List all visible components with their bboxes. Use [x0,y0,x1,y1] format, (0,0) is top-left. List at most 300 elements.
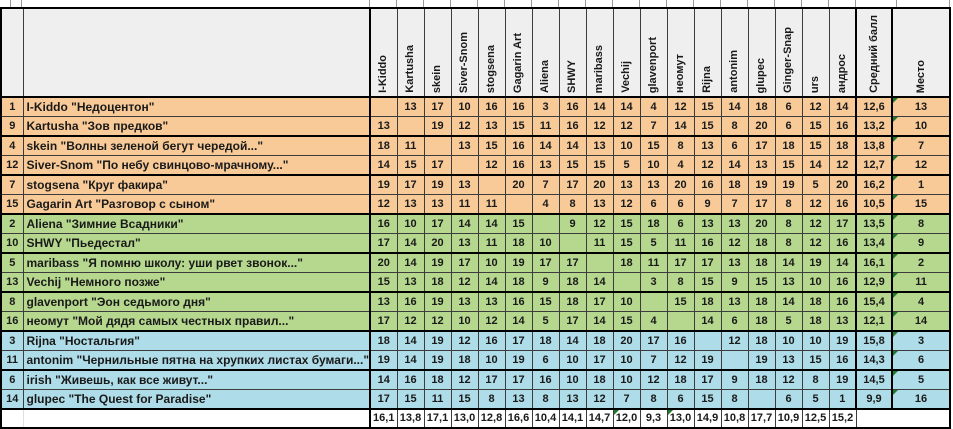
score-cell[interactable]: 13 [586,136,613,156]
score-cell[interactable]: 10 [451,312,478,332]
score-cell[interactable] [694,331,721,351]
score-cell[interactable]: 17 [370,390,397,410]
score-cell[interactable]: 19 [370,351,397,371]
score-cell[interactable]: 6 [640,195,667,215]
score-cell[interactable]: 12 [586,117,613,137]
score-cell[interactable]: 11 [640,253,667,273]
column-header-неомут[interactable] [667,8,694,97]
score-cell[interactable]: 6 [532,351,559,371]
score-cell[interactable]: 11 [478,234,505,254]
score-cell[interactable]: 12 [613,195,640,215]
score-cell[interactable]: 8 [667,136,694,156]
score-cell[interactable]: 7 [532,175,559,195]
score-cell[interactable]: 14 [775,253,802,273]
title-column-blank-header[interactable] [23,8,370,97]
average-score-cell[interactable]: 14,3 [856,351,892,371]
entry-number-cell[interactable]: 3 [1,331,23,351]
corner-blank-cell[interactable] [1,8,23,97]
average-score-cell[interactable]: 13,5 [856,214,892,234]
score-cell[interactable]: 5 [802,390,829,410]
score-cell[interactable]: 10 [802,331,829,351]
score-cell[interactable]: 5 [613,156,640,176]
score-cell[interactable]: 14 [559,136,586,156]
entry-number-cell[interactable]: 10 [1,234,23,254]
score-cell[interactable] [451,156,478,176]
score-cell[interactable]: 10 [613,351,640,371]
score-cell[interactable]: 18 [370,136,397,156]
entry-title-cell[interactable]: Aliena "Зимние Всадники" [23,214,370,234]
score-cell[interactable]: 15 [451,390,478,410]
score-cell[interactable]: 13 [721,292,748,312]
score-cell[interactable]: 5 [640,234,667,254]
score-cell[interactable]: 20 [748,214,775,234]
score-cell[interactable]: 14 [721,97,748,117]
score-cell[interactable]: 15 [694,390,721,410]
score-cell[interactable]: 19 [424,253,451,273]
score-cell[interactable]: 10 [478,351,505,371]
score-cell[interactable]: 12 [640,370,667,390]
score-cell[interactable]: 17 [370,234,397,254]
score-cell[interactable]: 18 [802,312,829,332]
score-cell[interactable]: 12 [586,390,613,410]
entry-title-cell[interactable]: stogsena "Круг факира" [23,175,370,195]
score-cell[interactable]: 15 [694,117,721,137]
average-score-cell[interactable]: 13,2 [856,117,892,137]
score-cell[interactable]: 15 [397,390,424,410]
score-cell[interactable]: 11 [397,136,424,156]
place-cell[interactable]: 3 [892,331,950,351]
score-cell[interactable]: 9 [532,273,559,293]
score-cell[interactable]: 16 [478,97,505,117]
score-cell[interactable]: 13 [613,175,640,195]
score-cell[interactable]: 16 [505,156,532,176]
place-cell[interactable]: 5 [892,370,950,390]
score-cell[interactable]: 18 [559,273,586,293]
score-cell[interactable]: 8 [559,195,586,215]
score-cell[interactable]: 7 [640,351,667,371]
score-cell[interactable]: 20 [370,253,397,273]
score-cell[interactable]: 19 [424,351,451,371]
score-cell[interactable]: 18 [775,136,802,156]
average-score-cell[interactable]: 16,2 [856,175,892,195]
score-cell[interactable]: 15 [775,156,802,176]
entry-number-cell[interactable]: 11 [1,351,23,371]
score-cell[interactable]: 17 [478,370,505,390]
place-cell[interactable]: 2 [892,253,950,273]
place-cell[interactable]: 4 [892,292,950,312]
score-cell[interactable]: 13 [505,390,532,410]
score-cell[interactable]: 12 [721,234,748,254]
score-cell[interactable]: 12 [451,331,478,351]
footer-blank-cell[interactable] [1,409,23,428]
score-cell[interactable]: 12 [802,97,829,117]
score-cell[interactable]: 17 [559,253,586,273]
score-cell[interactable]: 12 [775,370,802,390]
score-cell[interactable]: 13 [424,195,451,215]
column-header-siver-snom[interactable] [451,8,478,97]
score-cell[interactable]: 14 [370,370,397,390]
column-header-skein[interactable] [424,8,451,97]
score-cell[interactable]: 6 [721,312,748,332]
entry-title-cell[interactable]: maribass "Я помню школу: уши рвет звонок..." [23,253,370,273]
score-cell[interactable]: 19 [775,175,802,195]
score-cell[interactable]: 12 [667,351,694,371]
score-cell[interactable]: 13 [397,97,424,117]
score-cell[interactable]: 18 [694,292,721,312]
score-cell[interactable]: 6 [775,97,802,117]
score-cell[interactable]: 13 [532,156,559,176]
score-cell[interactable]: 8 [532,390,559,410]
score-cell[interactable]: 19 [748,351,775,371]
score-cell[interactable]: 8 [721,117,748,137]
score-cell[interactable]: 13 [397,273,424,293]
score-cell[interactable] [532,214,559,234]
score-cell[interactable]: 20 [505,175,532,195]
score-cell[interactable]: 15 [559,156,586,176]
entry-title-cell[interactable]: skein "Волны зеленой бегут чередой..." [23,136,370,156]
score-cell[interactable]: 11 [451,195,478,215]
score-cell[interactable]: 20 [586,175,613,195]
score-cell[interactable]: 18 [424,273,451,293]
score-cell[interactable]: 12 [694,156,721,176]
score-cell[interactable]: 18 [586,331,613,351]
column-header-gagarin-art[interactable] [505,8,532,97]
place-cell[interactable]: 6 [892,351,950,371]
score-cell[interactable]: 4 [667,156,694,176]
score-cell[interactable]: 14 [532,136,559,156]
score-cell[interactable]: 12 [370,195,397,215]
score-cell[interactable]: 14 [559,331,586,351]
entry-title-cell[interactable]: Rijna "Ностальгия" [23,331,370,351]
entry-title-cell[interactable]: Gagarin Art "Разговор с сыном" [23,195,370,215]
score-cell[interactable]: 14 [667,117,694,137]
score-cell[interactable]: 10 [478,253,505,273]
score-cell[interactable]: 12 [451,370,478,390]
entry-number-cell[interactable]: 7 [1,175,23,195]
score-cell[interactable] [559,234,586,254]
score-cell[interactable]: 15 [478,136,505,156]
place-cell[interactable]: 12 [892,156,950,176]
score-cell[interactable]: 15 [586,156,613,176]
score-cell[interactable]: 15 [802,351,829,371]
entry-number-cell[interactable]: 14 [1,390,23,410]
column-average-cell[interactable]: 9,3 [640,409,667,428]
score-cell[interactable]: 13 [775,351,802,371]
score-cell[interactable]: 6 [775,117,802,137]
score-cell[interactable]: 9 [559,214,586,234]
score-cell[interactable]: 14 [829,253,856,273]
score-cell[interactable]: 7 [721,195,748,215]
score-cell[interactable]: 13 [370,292,397,312]
score-cell[interactable] [505,195,532,215]
score-cell[interactable]: 3 [532,97,559,117]
score-cell[interactable]: 17 [694,253,721,273]
column-average-cell[interactable]: 13,8 [397,409,424,428]
score-cell[interactable]: 16 [505,136,532,156]
score-cell[interactable]: 16 [829,195,856,215]
score-cell[interactable]: 14 [397,234,424,254]
score-cell[interactable]: 18 [748,234,775,254]
score-cell[interactable]: 18 [613,253,640,273]
score-cell[interactable]: 14 [829,97,856,117]
score-cell[interactable]: 10 [451,97,478,117]
score-cell[interactable]: 13 [721,214,748,234]
score-cell[interactable]: 12 [802,234,829,254]
score-cell[interactable]: 4 [640,97,667,117]
score-cell[interactable]: 15 [802,117,829,137]
score-cell[interactable]: 12 [721,331,748,351]
score-cell[interactable]: 15 [370,273,397,293]
score-cell[interactable]: 15 [748,273,775,293]
score-cell[interactable]: 13 [559,390,586,410]
score-cell[interactable]: 13 [451,136,478,156]
score-cell[interactable]: 13 [451,234,478,254]
average-score-cell[interactable]: 13,4 [856,234,892,254]
score-cell[interactable]: 17 [424,214,451,234]
score-cell[interactable]: 16 [532,370,559,390]
score-cell[interactable]: 12 [802,214,829,234]
score-cell[interactable]: 14 [397,253,424,273]
score-cell[interactable]: 11 [586,234,613,254]
score-cell[interactable]: 11 [532,117,559,137]
column-average-cell[interactable]: 10,9 [775,409,802,428]
score-cell[interactable]: 17 [748,195,775,215]
score-cell[interactable]: 18 [667,370,694,390]
place-cell[interactable]: 10 [892,117,950,137]
score-cell[interactable]: 17 [640,331,667,351]
average-score-cell[interactable]: 12,6 [856,97,892,117]
score-cell[interactable]: 16 [694,175,721,195]
score-cell[interactable]: 11 [478,195,505,215]
entry-title-cell[interactable]: antonim "Чернильные пятна на хрупких листах бумаги..." [23,351,370,371]
place-cell[interactable]: 15 [892,195,950,215]
score-cell[interactable]: 16 [397,292,424,312]
score-cell[interactable]: 19 [694,351,721,371]
score-cell[interactable]: 14 [586,312,613,332]
score-cell[interactable]: 3 [640,273,667,293]
score-cell[interactable]: 13 [721,253,748,273]
score-cell[interactable]: 13 [640,175,667,195]
score-cell[interactable]: 8 [721,390,748,410]
score-cell[interactable]: 15 [694,273,721,293]
average-score-cell[interactable]: 9,9 [856,390,892,410]
column-header-kartusha[interactable] [397,8,424,97]
score-cell[interactable]: 15 [505,117,532,137]
column-average-cell[interactable]: 10,8 [721,409,748,428]
score-cell[interactable]: 18 [748,253,775,273]
score-cell[interactable]: 10 [559,370,586,390]
average-score-cell[interactable]: 15,4 [856,292,892,312]
score-cell[interactable]: 14 [586,273,613,293]
score-cell[interactable]: 20 [667,175,694,195]
score-cell[interactable]: 16 [667,331,694,351]
average-score-cell[interactable]: 12,1 [856,312,892,332]
score-cell[interactable] [613,273,640,293]
score-cell[interactable]: 6 [775,390,802,410]
score-cell[interactable] [586,253,613,273]
entry-title-cell[interactable]: I-Kiddo "Недоцентон" [23,97,370,117]
score-cell[interactable]: 20 [829,175,856,195]
score-cell[interactable]: 12 [424,312,451,332]
place-cell[interactable]: 7 [892,136,950,156]
score-cell[interactable]: 16 [829,273,856,293]
footer-blank-cell[interactable] [892,409,950,428]
score-cell[interactable]: 9 [694,195,721,215]
column-average-cell[interactable]: 12,5 [802,409,829,428]
score-cell[interactable]: 13 [397,195,424,215]
place-column-header[interactable] [892,8,950,97]
column-average-cell[interactable]: 17,7 [748,409,775,428]
score-cell[interactable]: 12 [478,312,505,332]
score-cell[interactable]: 18 [370,331,397,351]
score-cell[interactable]: 8 [667,273,694,293]
average-score-cell[interactable]: 10,5 [856,195,892,215]
score-cell[interactable]: 15 [397,156,424,176]
score-cell[interactable]: 17 [667,253,694,273]
entry-title-cell[interactable]: Kartusha "Зов предков" [23,117,370,137]
score-cell[interactable]: 9 [721,370,748,390]
score-cell[interactable]: 5 [532,312,559,332]
score-cell[interactable]: 11 [667,234,694,254]
score-cell[interactable]: 18 [829,136,856,156]
column-header-ginger-snap[interactable] [775,8,802,97]
average-score-column-header[interactable] [856,8,892,97]
entry-number-cell[interactable]: 6 [1,370,23,390]
score-cell[interactable]: 16 [829,351,856,371]
entry-title-cell[interactable]: glavenport "Эон седьмого дня" [23,292,370,312]
score-cell[interactable]: 19 [424,292,451,312]
score-cell[interactable]: 13 [829,312,856,332]
score-cell[interactable]: 4 [532,195,559,215]
score-cell[interactable]: 6 [667,390,694,410]
score-cell[interactable]: 13 [694,214,721,234]
score-cell[interactable]: 18 [748,331,775,351]
average-score-cell[interactable]: 16,1 [856,253,892,273]
score-cell[interactable]: 18 [532,331,559,351]
score-cell[interactable]: 14 [613,97,640,117]
score-cell[interactable]: 14 [505,312,532,332]
score-cell[interactable] [424,136,451,156]
score-cell[interactable]: 19 [748,175,775,195]
score-cell[interactable]: 15 [640,136,667,156]
score-cell[interactable]: 18 [586,370,613,390]
entry-number-cell[interactable]: 1 [1,97,23,117]
score-cell[interactable]: 15 [532,292,559,312]
score-cell[interactable]: 12 [397,312,424,332]
score-cell[interactable]: 19 [505,253,532,273]
column-header-stogsena[interactable] [478,8,505,97]
score-cell[interactable]: 10 [532,234,559,254]
score-cell[interactable]: 17 [505,370,532,390]
score-cell[interactable] [478,175,505,195]
score-cell[interactable]: 18 [505,234,532,254]
score-cell[interactable]: 13 [451,175,478,195]
score-cell[interactable]: 19 [424,175,451,195]
score-cell[interactable]: 1 [829,390,856,410]
score-cell[interactable]: 17 [451,253,478,273]
score-cell[interactable]: 13 [586,195,613,215]
score-cell[interactable]: 15 [667,292,694,312]
score-cell[interactable]: 18 [505,273,532,293]
score-cell[interactable]: 18 [424,370,451,390]
score-cell[interactable]: 12 [586,214,613,234]
place-cell[interactable]: 11 [892,273,950,293]
score-cell[interactable]: 17 [586,292,613,312]
column-header-shwy[interactable] [559,8,586,97]
score-cell[interactable]: 13 [775,273,802,293]
entry-title-cell[interactable]: Vechij "Немного позже" [23,273,370,293]
place-cell[interactable]: 16 [892,390,950,410]
entry-number-cell[interactable]: 12 [1,156,23,176]
score-cell[interactable] [370,97,397,117]
score-cell[interactable]: 16 [559,97,586,117]
score-cell[interactable]: 13 [694,136,721,156]
entry-number-cell[interactable]: 9 [1,117,23,137]
entry-title-cell[interactable]: irish "Живешь, как все живут..." [23,370,370,390]
score-cell[interactable] [640,292,667,312]
score-cell[interactable]: 19 [505,351,532,371]
column-average-cell[interactable]: 10,4 [532,409,559,428]
score-cell[interactable]: 14 [694,312,721,332]
score-cell[interactable]: 6 [667,195,694,215]
score-cell[interactable]: 13 [478,292,505,312]
place-cell[interactable]: 14 [892,312,950,332]
score-cell[interactable]: 19 [424,117,451,137]
score-cell[interactable]: 16 [505,292,532,312]
score-cell[interactable]: 15 [505,214,532,234]
entry-number-cell[interactable]: 8 [1,292,23,312]
entry-title-cell[interactable]: неомут "Мой дядя самых честных правил..." [23,312,370,332]
score-cell[interactable]: 17 [397,175,424,195]
score-cell[interactable]: 20 [613,331,640,351]
score-cell[interactable]: 18 [721,175,748,195]
score-cell[interactable]: 19 [802,253,829,273]
average-score-cell[interactable]: 14,5 [856,370,892,390]
entry-title-cell[interactable]: glupec "The Quest for Paradise" [23,390,370,410]
score-cell[interactable]: 16 [559,117,586,137]
column-header-glavenport[interactable] [640,8,667,97]
entry-number-cell[interactable]: 13 [1,273,23,293]
score-cell[interactable]: 18 [748,97,775,117]
column-header-antonim[interactable] [721,8,748,97]
score-cell[interactable]: 6 [721,136,748,156]
entry-number-cell[interactable]: 5 [1,253,23,273]
score-cell[interactable]: 17 [748,136,775,156]
score-cell[interactable]: 12 [667,97,694,117]
score-cell[interactable]: 10 [559,351,586,371]
score-cell[interactable]: 8 [802,370,829,390]
column-average-cell[interactable]: 12,8 [478,409,505,428]
score-cell[interactable]: 14 [775,292,802,312]
score-cell[interactable]: 7 [640,117,667,137]
score-cell[interactable]: 15 [613,214,640,234]
column-average-cell[interactable]: 13,0 [451,409,478,428]
score-cell[interactable]: 14 [370,156,397,176]
score-cell[interactable]: 16 [370,214,397,234]
score-cell[interactable]: 16 [478,331,505,351]
footer-blank-cell[interactable] [856,409,892,428]
score-cell[interactable]: 10 [613,136,640,156]
score-cell[interactable]: 10 [397,214,424,234]
score-cell[interactable]: 14 [586,97,613,117]
score-cell[interactable]: 18 [640,214,667,234]
score-cell[interactable]: 16 [829,292,856,312]
score-cell[interactable]: 17 [424,97,451,117]
score-cell[interactable]: 18 [748,370,775,390]
score-cell[interactable]: 17 [559,312,586,332]
score-cell[interactable]: 7 [613,390,640,410]
score-cell[interactable]: 10 [802,273,829,293]
